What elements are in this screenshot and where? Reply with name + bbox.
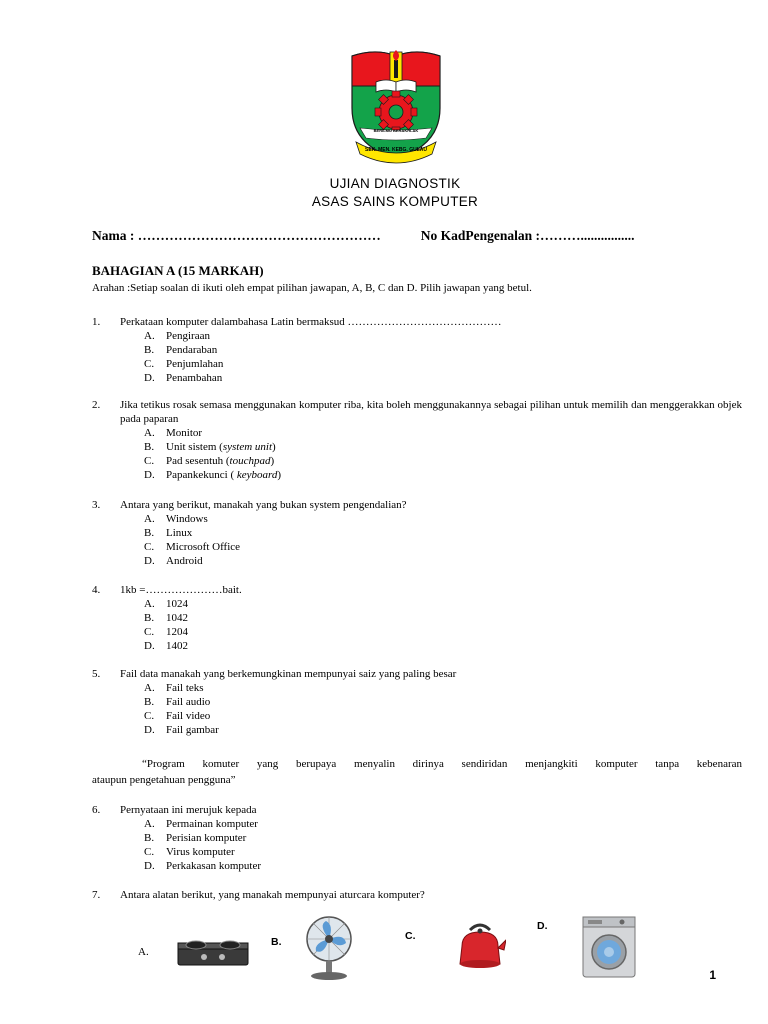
gas-stove-icon[interactable] (176, 933, 250, 969)
option-a-label[interactable]: A. (138, 946, 149, 958)
exam-title: UJIAN DIAGNOSTIK (329, 176, 461, 191)
option-d[interactable]: D. Android (144, 555, 203, 567)
question-stem: 1kb =…………………bait. (120, 584, 242, 596)
quote-line-2: ataupun pengetahuan pengguna” (92, 774, 236, 786)
option-d-label[interactable]: D. (537, 920, 548, 932)
option-d[interactable]: D. Papankekunci ( keyboard) (144, 469, 282, 481)
electric-fan-icon[interactable] (304, 915, 354, 981)
kettle-icon[interactable] (454, 920, 506, 972)
option-b-label[interactable]: B. (271, 936, 282, 948)
option-d[interactable]: D. 1402 (144, 640, 188, 652)
option-c[interactable]: C. Pad sesentuh (touchpad) (144, 455, 275, 467)
student-info-line (92, 228, 635, 244)
question-number: 1. (92, 316, 101, 328)
page-number: 1 (709, 968, 716, 982)
question-stem: Jika tetikus rosak semasa menggunakan komputer riba, kita boleh menggunakannya sebagai pilihan untuk memilih dan menggerakkan objek pada paparan (120, 399, 742, 425)
section-instruction: Arahan :Setiap soalan di ikuti oleh empat pilihan jawapan, A, B, C dan D. Pilih jawapan yang betul. (92, 282, 532, 294)
exam-subject: ASAS SAINS KOMPUTER (311, 194, 479, 209)
logo-inner-text: BERILMU BERAKHLAK (373, 128, 419, 133)
question-7 (92, 888, 742, 902)
option-b[interactable]: B. Pendaraban (144, 344, 218, 356)
question-stem: Fail data manakah yang berkemungkinan mempunyai saiz yang paling besar (120, 668, 457, 680)
washing-machine-icon[interactable] (582, 916, 636, 978)
option-c[interactable]: C. Virus komputer (144, 846, 235, 858)
question-1 (92, 315, 742, 385)
question-number: 4. (92, 584, 101, 596)
question-4 (92, 583, 742, 653)
question-stem: Antara yang berikut, manakah yang bukan system pengendalian? (120, 499, 407, 511)
option-b[interactable]: B. 1042 (144, 612, 188, 624)
quote-line-1: “Program komuter yang berupaya menyalin dirinya sendiridan menjangkiti komputer tanpa kebenaran (142, 758, 742, 770)
question-stem: Pernyataan ini merujuk kepada (120, 804, 257, 816)
question-number: 2. (92, 399, 101, 411)
option-a[interactable]: A. Monitor (144, 427, 203, 439)
option-a[interactable]: A. Fail teks (144, 682, 204, 694)
option-c[interactable]: C. Microsoft Office (144, 541, 241, 553)
option-a[interactable]: A. Permainan komputer (144, 818, 258, 830)
question-number: 3. (92, 499, 101, 511)
option-a[interactable]: A. Windows (144, 513, 208, 525)
option-c[interactable]: C. Fail video (144, 710, 211, 722)
option-d[interactable]: D. Penambahan (144, 372, 223, 384)
logo-ribbon-text: SEK. MEN. KEBG. GULAU (365, 147, 427, 153)
question-stem: Antara alatan berikut, yang manakah mempunyai aturcara komputer? (120, 889, 425, 901)
option-b[interactable]: B. Fail audio (144, 696, 211, 708)
name-field-label[interactable]: Nama : ……………………………………………… (92, 228, 381, 243)
gear-icon (375, 91, 417, 133)
book-icon (376, 80, 416, 92)
option-c-label[interactable]: C. (405, 930, 416, 942)
option-b[interactable]: B. Unit sistem (system unit) (144, 441, 276, 453)
option-a[interactable]: A. Pengiraan (144, 330, 210, 342)
question-number: 7. (92, 889, 101, 901)
option-b[interactable]: B. Perisian komputer (144, 832, 247, 844)
virus-definition-quote (92, 756, 742, 788)
option-b[interactable]: B. Linux (144, 527, 193, 539)
option-a[interactable]: A. 1024 (144, 598, 188, 610)
question-stem: Perkataan komputer dalambahasa Latin bermaksud …………………………………… (120, 316, 502, 328)
option-d[interactable]: D. Perkakasan komputer (144, 860, 261, 872)
option-c[interactable]: C. Penjumlahan (144, 358, 224, 370)
option-d[interactable]: D. Fail gambar (144, 724, 219, 736)
question-2 (92, 398, 742, 482)
ic-field-label[interactable]: No KadPengenalan :………................ (420, 228, 635, 243)
question-5 (92, 667, 742, 737)
question-3 (92, 498, 742, 568)
question-number: 5. (92, 668, 101, 680)
question-number: 6. (92, 804, 101, 816)
section-title: BAHAGIAN A (15 MARKAH) (92, 263, 264, 278)
option-c[interactable]: C. 1204 (144, 626, 188, 638)
question-6 (92, 803, 742, 873)
